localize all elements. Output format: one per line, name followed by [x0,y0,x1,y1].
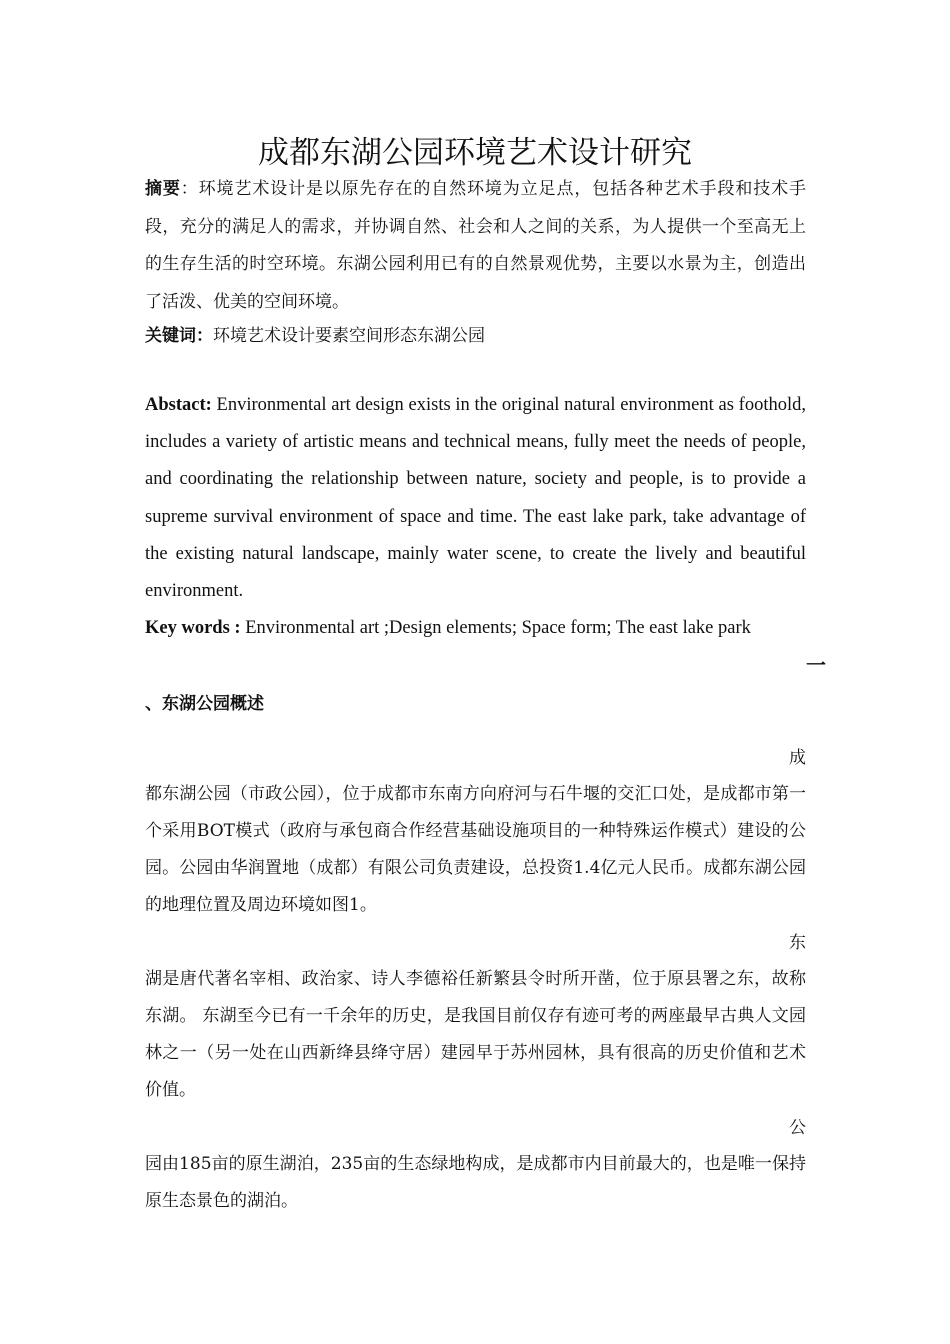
keywords-cn-label: 关键词： [145,326,213,346]
para1-first-char: 成 [789,748,806,768]
section-number: 一 [806,653,826,677]
keywords-en [145,610,806,647]
keywords-en-text: Environmental art ;Design elements; Space form; The east lake park [245,618,751,638]
paragraph-1 [145,776,806,924]
para2-first-char: 东 [789,933,806,953]
paragraph-2 [145,961,806,1109]
abstract-en-label: Abstact: [145,395,212,415]
paragraph-1-text: 都东湖公园（市政公园），位于成都市东南方向府河与石牛堰的交汇口处，是成都市第一个采用BOT模式（政府与承包商合作经营基础设施项目的一种特殊运作模式）建设的公园。公园由华润置地（成都）有限公司负责建设，总投资1.4亿元人民币。成都东湖公园的地理位置及周边环境如图1。 [145,784,806,915]
keywords-cn-text: 环境艺术设计要素空间形态东湖公园 [213,326,485,346]
keywords-en-label: Key words : [145,618,241,638]
keywords-cn [145,318,806,356]
abstract-cn-text: 环境艺术设计是以原先存在的自然环境为立足点，包括各种艺术手段和技术手段，充分的满足人的需求，并协调自然、社会和人之间的关系，为人提供一个至高无上的生存生活的时空环境。东湖公园利用已有的自然景观优势，主要以水景为主，创造出了活泼、优美的空间环境。 [145,179,807,312]
abstract-cn-colon: ： [180,179,199,199]
abstract-en [145,387,806,610]
abstract-cn [145,171,806,321]
abstract-en-text: Environmental art design exists in the original natural environment as foothold, includes a variety of artistic means and technical means, fully meet the needs of people, and coordinating the relationship between nature, society and people, is to provide a supreme survival environment of space and time. The east lake park, take advantage of the existing natural landscape, mainly water scene, to create the lively and beautiful environment. [145,395,806,602]
para3-first-char: 公 [789,1118,806,1138]
paragraph-2-text: 湖是唐代著名宰相、政治家、诗人李德裕任新繁县令时所开凿，位于原县署之东，故称东湖。 东湖至今已有一千余年的历史，是我国目前仅存有迹可考的两座最早古典人文园林之一（另一处在山西新绛县绛守居）建园早于苏州园林，具有很高的历史价值和艺术价值。 [145,969,806,1100]
section-heading: 、东湖公园概述 [145,694,264,714]
paragraph-3-text: 园由185亩的原生湖泊，235亩的生态绿地构成，是成都市内目前最大的，也是唯一保持原生态景色的湖泊。 [145,1154,806,1211]
abstract-cn-label: 摘要 [145,179,181,199]
page-title: 成都东湖公园环境艺术设计研究 [258,135,692,171]
paragraph-3 [145,1146,806,1220]
